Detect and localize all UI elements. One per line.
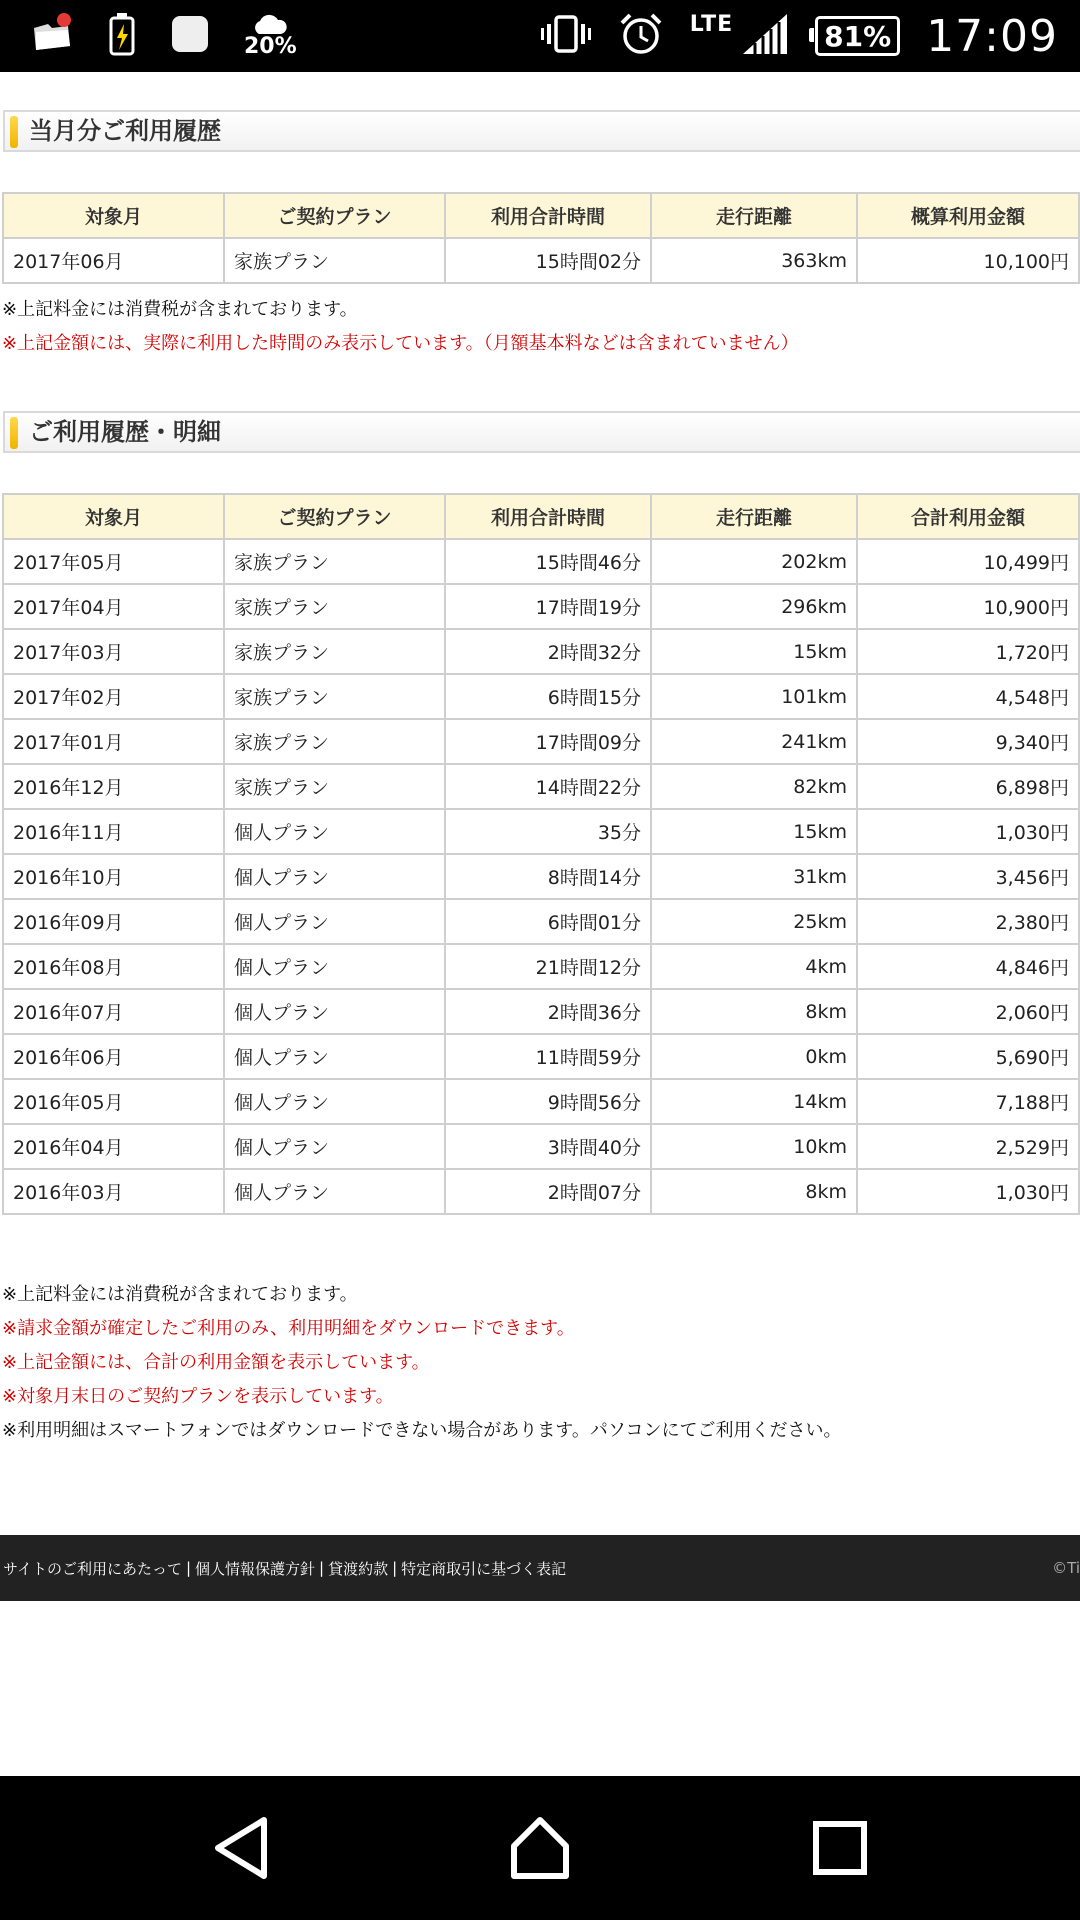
- recents-button[interactable]: [780, 1776, 900, 1920]
- footer-link-privacy[interactable]: 個人情報保護方針: [195, 1559, 316, 1578]
- cell-plan: 家族プラン: [224, 674, 445, 719]
- cell-plan: 個人プラン: [224, 1034, 445, 1079]
- section-title: ご利用履歴・明細: [29, 418, 221, 446]
- cell-plan: 家族プラン: [224, 719, 445, 764]
- cell-month: 2016年03月: [3, 1169, 224, 1214]
- history-table: [2, 493, 1080, 1215]
- cell-distance: 31km: [651, 854, 857, 899]
- cell-plan: 個人プラン: [224, 989, 445, 1034]
- cell-distance: 8km: [651, 989, 857, 1034]
- table-row: [3, 1124, 1080, 1169]
- table-row: [3, 1034, 1080, 1079]
- cell-distance: 202km: [651, 539, 857, 584]
- table-row: [3, 584, 1080, 629]
- alarm-icon: [618, 11, 664, 61]
- cell-amount: 1,720円: [857, 629, 1079, 674]
- cell-distance: 14km: [651, 1079, 857, 1124]
- cell-amount: 5,690円: [857, 1034, 1079, 1079]
- cell-amount: 1,030円: [857, 809, 1079, 854]
- footer-link-commercial-law[interactable]: 特定商取引に基づく表記: [401, 1559, 567, 1578]
- column-header-time: 利用合計時間: [445, 494, 651, 539]
- status-bar: [0, 0, 1080, 72]
- cell-distance: 25km: [651, 899, 857, 944]
- app-icon: [170, 14, 210, 58]
- cell-month: 2016年10月: [3, 854, 224, 899]
- cell-month: 2017年05月: [3, 539, 224, 584]
- cell-distance: 101km: [651, 674, 857, 719]
- cell-month: 2017年06月: [3, 238, 224, 283]
- cell-plan: 家族プラン: [224, 539, 445, 584]
- column-header-month: 対象月: [3, 193, 224, 238]
- cell-month: 2016年05月: [3, 1079, 224, 1124]
- history-notes: [2, 1278, 841, 1448]
- cell-plan: 個人プラン: [224, 809, 445, 854]
- cell-time: 2時間07分: [445, 1169, 651, 1214]
- cell-time: 8時間14分: [445, 854, 651, 899]
- home-button[interactable]: [480, 1776, 600, 1920]
- table-row: [3, 674, 1080, 719]
- cell-plan: 家族プラン: [224, 629, 445, 674]
- table-header-row: [3, 193, 1080, 238]
- weather-widget: [244, 14, 297, 58]
- cell-plan: 個人プラン: [224, 944, 445, 989]
- current-month-notes: [2, 293, 799, 361]
- cell-distance: 8km: [651, 1169, 857, 1214]
- column-header-plan: ご契約プラン: [224, 494, 445, 539]
- navigation-bar: [0, 1776, 1080, 1920]
- cell-time: 15時間02分: [445, 238, 651, 283]
- cell-amount: 10,900円: [857, 584, 1079, 629]
- cell-month: 2016年07月: [3, 989, 224, 1034]
- note-line: ※上記金額には、合計の利用金額を表示しています。: [2, 1352, 430, 1373]
- cell-time: 6時間01分: [445, 899, 651, 944]
- cell-month: 2017年02月: [3, 674, 224, 719]
- cell-time: 9時間56分: [445, 1079, 651, 1124]
- cell-plan: 個人プラン: [224, 899, 445, 944]
- cell-month: 2016年09月: [3, 899, 224, 944]
- table-row: [3, 764, 1080, 809]
- cell-amount: 6,898円: [857, 764, 1079, 809]
- cell-month: 2017年04月: [3, 584, 224, 629]
- cloud-icon: [251, 14, 289, 36]
- cell-amount: 10,100円: [857, 238, 1079, 283]
- cell-distance: 296km: [651, 584, 857, 629]
- battery-charging-icon: [108, 12, 136, 60]
- cell-month: 2016年08月: [3, 944, 224, 989]
- heading-accent-bar: [10, 417, 18, 449]
- folder-notification-icon: [30, 12, 74, 60]
- column-header-amount: 概算利用金額: [857, 193, 1079, 238]
- cell-amount: 7,188円: [857, 1079, 1079, 1124]
- note-line: ※上記料金には消費税が含まれております。: [2, 1284, 358, 1305]
- footer-separator: |: [392, 1559, 398, 1577]
- note-line: ※請求金額が確定したご利用のみ、利用明細をダウンロードできます。: [2, 1318, 575, 1339]
- footer-separator: |: [185, 1559, 192, 1577]
- section-title: 当月分ご利用履歴: [29, 117, 221, 145]
- table-row: [3, 1079, 1080, 1124]
- column-header-plan: ご契約プラン: [224, 193, 445, 238]
- cell-plan: 個人プラン: [224, 1169, 445, 1214]
- footer-link-terms[interactable]: サイトのご利用にあたって: [3, 1559, 182, 1578]
- cell-plan: 家族プラン: [224, 238, 445, 283]
- history-heading: [3, 411, 1080, 453]
- cell-plan: 個人プラン: [224, 1079, 445, 1124]
- note-line: ※上記金額には、実際に利用した時間のみ表示しています。（月額基本料などは含まれていません）: [2, 333, 799, 354]
- column-header-distance: 走行距離: [651, 193, 857, 238]
- cell-amount: 2,060円: [857, 989, 1079, 1034]
- cell-amount: 2,380円: [857, 899, 1079, 944]
- cell-month: 2016年06月: [3, 1034, 224, 1079]
- cell-plan: 家族プラン: [224, 584, 445, 629]
- cell-month: 2016年12月: [3, 764, 224, 809]
- table-row: [3, 1169, 1080, 1214]
- cell-time: 14時間22分: [445, 764, 651, 809]
- cell-amount: 10,499円: [857, 539, 1079, 584]
- cell-month: 2016年11月: [3, 809, 224, 854]
- cell-time: 2時間36分: [445, 989, 651, 1034]
- note-line: ※対象月末日のご契約プランを表示しています。: [2, 1386, 394, 1407]
- vibrate-icon: [540, 14, 592, 58]
- table-header-row: [3, 494, 1080, 539]
- recents-icon: [812, 1820, 868, 1876]
- heading-accent-bar: [10, 116, 18, 148]
- note-line: ※上記料金には消費税が含まれております。: [2, 299, 358, 320]
- column-header-time: 利用合計時間: [445, 193, 651, 238]
- cell-time: 17時間19分: [445, 584, 651, 629]
- cell-time: 35分: [445, 809, 651, 854]
- column-header-distance: 走行距離: [651, 494, 857, 539]
- current-month-table: [2, 192, 1080, 284]
- table-row: [3, 989, 1080, 1034]
- cell-time: 11時間59分: [445, 1034, 651, 1079]
- back-button[interactable]: [182, 1776, 302, 1920]
- cell-time: 21時間12分: [445, 944, 651, 989]
- cell-plan: 家族プラン: [224, 764, 445, 809]
- column-header-month: 対象月: [3, 494, 224, 539]
- copyright: ©Ti: [1052, 1559, 1080, 1577]
- table-row: [3, 854, 1080, 899]
- footer-separator: |: [319, 1559, 325, 1577]
- table-row: [3, 539, 1080, 584]
- cell-distance: 15km: [651, 629, 857, 674]
- home-icon: [508, 1816, 572, 1880]
- footer-link-rental-terms[interactable]: 貸渡約款: [328, 1559, 389, 1578]
- site-footer: [0, 1535, 1080, 1601]
- table-row: [3, 899, 1080, 944]
- table-row: [3, 629, 1080, 674]
- cell-time: 15時間46分: [445, 539, 651, 584]
- cell-distance: 4km: [651, 944, 857, 989]
- cell-amount: 9,340円: [857, 719, 1079, 764]
- cell-amount: 1,030円: [857, 1169, 1079, 1214]
- cell-distance: 363km: [651, 238, 857, 283]
- cell-amount: 2,529円: [857, 1124, 1079, 1169]
- weather-percent: 20%: [244, 34, 297, 59]
- cell-distance: 0km: [651, 1034, 857, 1079]
- cell-distance: 82km: [651, 764, 857, 809]
- signal-icon: [741, 12, 789, 60]
- battery-level: 81%: [824, 19, 892, 53]
- battery-icon: [815, 16, 900, 56]
- column-header-amount: 合計利用金額: [857, 494, 1079, 539]
- footer-links: [3, 1535, 566, 1601]
- cell-month: 2017年03月: [3, 629, 224, 674]
- cell-time: 17時間09分: [445, 719, 651, 764]
- clock: 17:09: [926, 10, 1058, 62]
- cell-distance: 241km: [651, 719, 857, 764]
- cell-amount: 4,548円: [857, 674, 1079, 719]
- cell-amount: 3,456円: [857, 854, 1079, 899]
- table-row: [3, 238, 1080, 283]
- cell-month: 2017年01月: [3, 719, 224, 764]
- cell-amount: 4,846円: [857, 944, 1079, 989]
- network-type: LTE: [689, 11, 734, 37]
- table-row: [3, 809, 1080, 854]
- cell-time: 3時間40分: [445, 1124, 651, 1169]
- table-row: [3, 944, 1080, 989]
- current-month-heading: [3, 110, 1080, 152]
- cell-plan: 個人プラン: [224, 854, 445, 899]
- cell-plan: 個人プラン: [224, 1124, 445, 1169]
- cell-distance: 10km: [651, 1124, 857, 1169]
- cell-time: 6時間15分: [445, 674, 651, 719]
- cell-month: 2016年04月: [3, 1124, 224, 1169]
- table-row: [3, 719, 1080, 764]
- cell-distance: 15km: [651, 809, 857, 854]
- cell-time: 2時間32分: [445, 629, 651, 674]
- note-line: ※利用明細はスマートフォンではダウンロードできない場合があります。パソコンにてご利用ください。: [2, 1420, 842, 1441]
- back-icon: [212, 1816, 272, 1880]
